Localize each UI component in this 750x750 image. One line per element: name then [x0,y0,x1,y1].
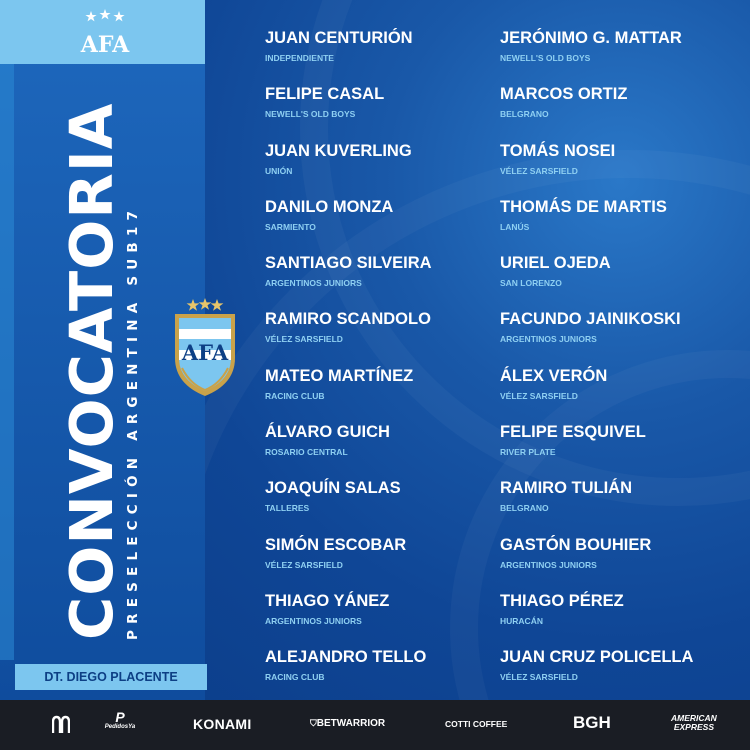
player-name: GASTÓN BOUHIER [500,535,652,554]
player-entry [500,309,740,365]
amex-line-1: AMERICAN [671,713,717,723]
player-name: THOMÁS DE MARTIS [500,197,667,216]
player-entry [500,535,740,591]
poster-subtitle: PRESELECCIÓN ARGENTINA SUB17 [125,204,141,640]
player-entry [500,28,740,84]
player-name: FELIPE ESQUIVEL [500,423,646,442]
player-name: ÁLVARO GUICH [265,423,390,442]
pedidosya-logo [103,710,137,731]
mcdonalds-logo-icon [52,714,70,734]
player-club: RIVER PLATE [500,447,556,458]
player-club: ARGENTINOS JUNIORS [500,559,597,570]
crest-text: AFA [181,340,229,365]
players-column-right [500,28,740,704]
player-club: ARGENTINOS JUNIORS [265,278,362,289]
player-entry [265,366,505,422]
player-club: RACING CLUB [265,390,325,401]
player-club: UNIÓN [265,165,293,176]
player-name: ÁLEX VERÓN [500,366,608,385]
player-club: NEWELL'S OLD BOYS [500,53,591,63]
american-express-logo [671,714,717,732]
player-entry [265,422,505,478]
betwarrior-logo [310,716,385,731]
player-club: NEWELL'S OLD BOYS [265,109,356,120]
afa-logo-icon [80,8,130,58]
player-entry [265,84,505,140]
player-name: JUAN CRUZ POLICELLA [500,648,694,667]
player-entry [500,84,740,140]
player-club: VÉLEZ SARSFIELD [500,672,578,683]
player-name: SANTIAGO SILVEIRA [265,254,432,273]
player-name: THIAGO YÁNEZ [265,591,390,610]
player-name: MATEO MARTÍNEZ [265,366,414,385]
player-name: DANILO MONZA [265,197,394,216]
player-entry [265,197,505,253]
player-name: FACUNDO JAINIKOSKI [500,310,681,329]
player-entry [500,591,740,647]
player-club: ARGENTINOS JUNIORS [500,334,597,345]
pedidosya-name: PedidosYa [104,724,136,730]
player-club: ARGENTINOS JUNIORS [265,615,362,626]
amex-line-2: EXPRESS [673,722,714,732]
player-name: RAMIRO TULIÁN [500,479,632,498]
player-name: URIEL OJEDA [500,254,611,273]
left-panel-edge-stripe [0,64,14,660]
player-club: VÉLEZ SARSFIELD [265,334,343,345]
betwarrior-text: BETWARRIOR [316,718,386,729]
player-name: SIMÓN ESCOBAR [265,535,407,554]
cotti-coffee-logo: COTTI COFFEE [445,719,508,729]
player-name: THIAGO PÉREZ [500,591,624,610]
coach-label: DT. DIEGO PLACENTE [15,664,207,690]
player-club: BELGRANO [500,503,549,514]
player-name: TOMÁS NOSEI [500,141,616,160]
player-name: MARCOS ORTIZ [500,85,628,104]
player-entry [265,535,505,591]
player-entry [500,253,740,309]
betwarrior-shield-icon: ⛉ [310,718,317,728]
afa-logo-text: AFA [80,32,130,58]
player-club: VÉLEZ SARSFIELD [500,390,578,401]
player-entry [265,478,505,534]
player-entry [265,647,505,703]
player-club: ROSARIO CENTRAL [265,447,348,458]
vertical-title-block [57,80,172,640]
player-name: JUAN CENTURIÓN [265,29,413,47]
player-entry [500,197,740,253]
player-entry [265,141,505,197]
players-column-left [265,28,505,704]
player-club: HURACÁN [500,615,543,626]
player-entry [500,141,740,197]
player-entry [500,366,740,422]
konami-logo: KONAMI [193,716,252,732]
player-entry [500,478,740,534]
player-name: JERÓNIMO G. MATTAR [500,29,682,47]
player-entry [265,253,505,309]
player-club: LANÚS [500,221,530,232]
player-club: BELGRANO [500,109,549,120]
player-club: SAN LORENZO [500,278,562,289]
afa-crest-icon [170,298,240,398]
player-name: RAMIRO SCANDOLO [265,310,431,329]
player-entry [500,647,740,703]
player-name: JOAQUÍN SALAS [265,479,401,498]
player-club: VÉLEZ SARSFIELD [500,165,578,176]
player-entry [265,309,505,365]
player-entry [265,28,505,84]
player-club: SARMIENTO [265,221,316,232]
player-name: ALEJANDRO TELLO [265,648,427,667]
sponsors-footer [0,700,750,750]
bgh-logo: BGH [573,713,611,732]
player-club: RACING CLUB [265,672,325,683]
poster-title: CONVOCATORIA [57,102,126,640]
player-name: JUAN KUVERLING [265,141,412,160]
player-club: INDEPENDIENTE [265,53,334,63]
pedidosya-mark: P [115,709,125,725]
player-club: VÉLEZ SARSFIELD [265,559,343,570]
player-entry [265,591,505,647]
player-entry [500,422,740,478]
player-name: FELIPE CASAL [265,85,385,104]
player-club: TALLERES [265,503,310,514]
